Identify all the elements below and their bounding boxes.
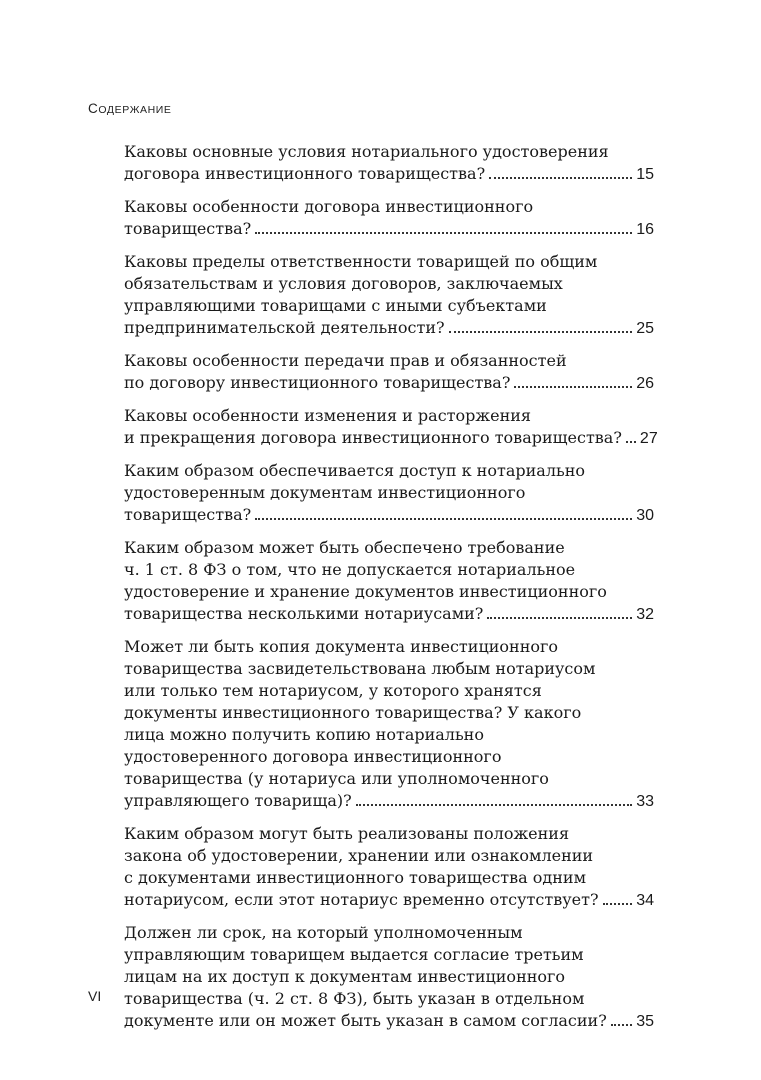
toc-entry-line: товарищества несколькими нотариусами?: [124, 604, 484, 623]
toc-entry-line: удостоверение и хранение документов инвестиционного: [124, 582, 607, 601]
toc-entry-line: обязательствам и условия договоров, заключаемых: [124, 274, 563, 293]
toc-entry-line: товарищества?: [124, 219, 252, 238]
toc-entry-line: товарищества (ч. 2 ст. 8 ФЗ), быть указан в отдельном: [124, 989, 585, 1008]
toc-entry-line: удостоверенным документам инвестиционного: [124, 483, 526, 502]
dot-leader: [603, 903, 633, 905]
toc-page-number: 16: [636, 221, 654, 238]
toc-entry-line: Каковы особенности изменения и расторжения: [124, 406, 532, 425]
toc-entry-line: Каким образом обеспечивается доступ к нотариально: [124, 461, 585, 480]
dot-leader: [487, 617, 632, 619]
toc-page-number: 35: [636, 1013, 654, 1030]
toc-entry-line: Может ли быть копия документа инвестиционного: [124, 637, 559, 656]
toc-entry-last-line: [124, 603, 654, 626]
toc-entry-last-line: [124, 504, 654, 527]
toc-entry-line: Каковы основные условия нотариального удостоверения: [124, 142, 609, 161]
toc-page-number: 26: [636, 375, 654, 392]
toc-entry-line: договора инвестиционного товарищества?: [124, 164, 486, 183]
toc-page-number: 32: [636, 606, 654, 623]
toc-entry-last-line: [124, 1010, 654, 1033]
toc-page-number: 33: [636, 793, 654, 810]
toc-entry[interactable]: [124, 823, 654, 912]
page-number: VI: [88, 988, 102, 1004]
toc-entry-line: Каковы пределы ответственности товарищей по общим: [124, 252, 598, 271]
toc-page-number: 34: [636, 892, 654, 909]
toc-entry-line: товарищества засвидетельствована любым нотариусом: [124, 659, 596, 678]
dot-leader: [489, 177, 632, 179]
toc-entry-line: ч. 1 ст. 8 ФЗ о том, что не допускается нотариальное: [124, 560, 576, 579]
toc-entry-line: документы инвестиционного товарищества? У какого: [124, 703, 582, 722]
toc-entry[interactable]: [124, 922, 654, 1033]
dot-leader: [626, 441, 636, 443]
toc-entry[interactable]: [124, 141, 654, 186]
toc-entry-last-line: [124, 163, 654, 186]
toc-entry[interactable]: [124, 251, 654, 340]
dot-leader: [514, 386, 632, 388]
toc-entry-last-line: [124, 427, 658, 450]
toc-entry-line: Должен ли срок, на который уполномоченным: [124, 923, 523, 942]
toc-entry-line: Каковы особенности договора инвестиционного: [124, 197, 534, 216]
toc-entry-line: управляющего товарища)?: [124, 791, 352, 810]
toc-entry-line: предпринимательской деятельности?: [124, 318, 445, 337]
toc-entry-line: документе или он может быть указан в самом согласии?: [124, 1011, 607, 1030]
toc-entry-last-line: [124, 790, 654, 813]
toc-entry-last-line: [124, 218, 654, 241]
toc-entry-line: Каким образом может быть обеспечено требование: [124, 538, 565, 557]
running-head-initial: С: [88, 101, 99, 116]
toc-entry-line: с документами инвестиционного товарищества одним: [124, 868, 587, 887]
toc-entry[interactable]: [124, 196, 654, 241]
toc-entry-last-line: [124, 372, 654, 395]
toc-entry-line: нотариусом, если этот нотариус временно отсутствует?: [124, 890, 599, 909]
toc-entry-line: или только тем нотариусом, у которого хранятся: [124, 681, 542, 700]
toc-entry[interactable]: [124, 405, 658, 450]
toc-entry-line: управляющими товарищами с иными субъектами: [124, 296, 547, 315]
toc-page-number: 15: [636, 166, 654, 183]
toc-entry-line: закона об удостоверении, хранении или ознакомлении: [124, 846, 594, 865]
toc-entry[interactable]: [124, 537, 654, 626]
running-head: [88, 101, 172, 116]
toc-entry-line: Каким образом могут быть реализованы положения: [124, 824, 570, 843]
toc-page-number: 27: [639, 430, 658, 447]
dot-leader: [255, 232, 632, 234]
dot-leader: [356, 804, 633, 806]
toc-entry[interactable]: [124, 350, 654, 395]
toc-page-number: 30: [636, 507, 654, 524]
running-head-rest: ОДЕРЖАНИЕ: [98, 104, 172, 116]
dot-leader: [611, 1024, 632, 1026]
toc-entry-line: товарищества?: [124, 505, 252, 524]
toc-entry[interactable]: [124, 636, 654, 813]
toc-entry-line: товарищества (у нотариуса или уполномоченного: [124, 769, 549, 788]
toc-entry-last-line: [124, 317, 654, 340]
dot-leader: [255, 518, 632, 520]
toc-entry-line: лица можно получить копию нотариально: [124, 725, 484, 744]
toc-entry-line: по договору инвестиционного товарищества?: [124, 373, 511, 392]
toc-entry[interactable]: [124, 460, 654, 527]
toc-entry-line: и прекращения договора инвестиционного товарищества?: [124, 428, 622, 447]
toc-entry-line: удостоверенного договора инвестиционного: [124, 747, 502, 766]
table-of-contents: [124, 141, 658, 1043]
dot-leader: [449, 331, 633, 333]
toc-page-number: 25: [636, 320, 654, 337]
toc-entry-line: Каковы особенности передачи прав и обязанностей: [124, 351, 567, 370]
toc-entry-line: управляющим товарищем выдается согласие третьим: [124, 945, 584, 964]
toc-entry-line: лицам на их доступ к документам инвестиционного: [124, 967, 566, 986]
toc-entry-last-line: [124, 889, 654, 912]
